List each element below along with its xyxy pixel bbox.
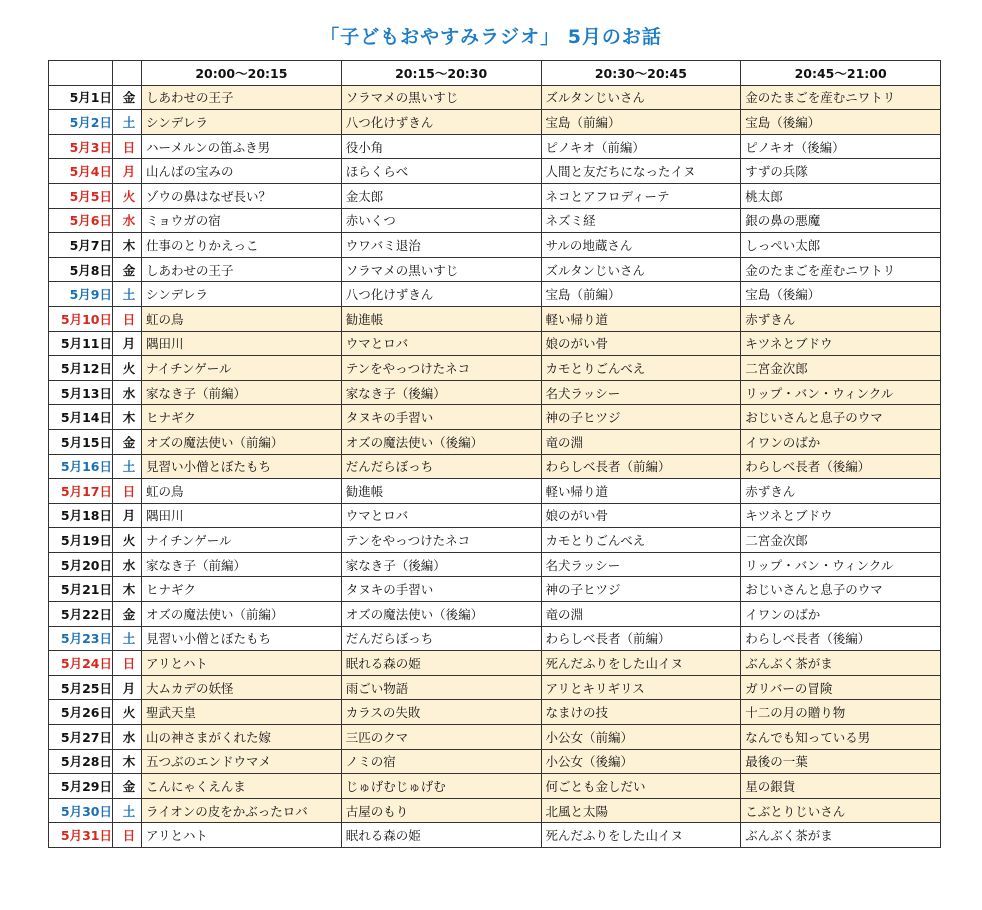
table-row <box>49 405 941 430</box>
program-cell: カモとりごんべえ <box>541 356 741 381</box>
table-row <box>49 725 941 750</box>
program-cell: こぶとりじいさん <box>741 798 941 823</box>
program-cell: しあわせの王子 <box>142 85 342 110</box>
header-row <box>49 61 941 86</box>
program-cell: シンデレラ <box>142 282 342 307</box>
program-cell: わらしべ長者（前編） <box>541 626 741 651</box>
program-cell: おじいさんと息子のウマ <box>741 577 941 602</box>
program-cell: 大ムカデの妖怪 <box>142 675 342 700</box>
weekday-header <box>113 61 142 86</box>
time-slot-header: 20:15〜20:30 <box>341 61 541 86</box>
date-cell: 5月11日 <box>49 331 113 356</box>
program-cell: 神の子ヒツジ <box>541 405 741 430</box>
weekday-cell: 日 <box>113 134 142 159</box>
program-cell: ネコとアフロディーテ <box>541 183 741 208</box>
time-slot-header: 20:00〜20:15 <box>142 61 342 86</box>
program-cell: 星の銀貨 <box>741 774 941 799</box>
date-cell: 5月14日 <box>49 405 113 430</box>
table-row <box>49 774 941 799</box>
program-cell: シンデレラ <box>142 110 342 135</box>
weekday-cell: 木 <box>113 233 142 258</box>
date-cell: 5月19日 <box>49 528 113 553</box>
weekday-cell: 水 <box>113 552 142 577</box>
table-row <box>49 798 941 823</box>
program-cell: アリとハト <box>142 651 342 676</box>
program-cell: ズルタンじいさん <box>541 257 741 282</box>
schedule-table <box>48 60 941 848</box>
program-cell: こんにゃくえんま <box>142 774 342 799</box>
program-cell: 小公女（前編） <box>541 725 741 750</box>
program-cell: しあわせの王子 <box>142 257 342 282</box>
weekday-cell: 水 <box>113 725 142 750</box>
program-cell: ウワバミ退治 <box>341 233 541 258</box>
program-cell: 何ごとも金しだい <box>541 774 741 799</box>
program-cell: オズの魔法使い（前編） <box>142 602 342 627</box>
table-row <box>49 823 941 848</box>
table-row <box>49 282 941 307</box>
program-cell: おじいさんと息子のウマ <box>741 405 941 430</box>
program-cell: 十二の月の贈り物 <box>741 700 941 725</box>
program-cell: 金のたまごを産むニワトリ <box>741 85 941 110</box>
program-cell: ピノキオ（後編） <box>741 134 941 159</box>
date-cell: 5月30日 <box>49 798 113 823</box>
table-row <box>49 356 941 381</box>
program-cell: イワンのばか <box>741 429 941 454</box>
table-row <box>49 528 941 553</box>
program-cell: 赤ずきん <box>741 479 941 504</box>
weekday-cell: 日 <box>113 306 142 331</box>
program-cell: オズの魔法使い（前編） <box>142 429 342 454</box>
weekday-cell: 月 <box>113 159 142 184</box>
date-cell: 5月6日 <box>49 208 113 233</box>
program-cell: タヌキの手習い <box>341 577 541 602</box>
program-cell: ガリバーの冒険 <box>741 675 941 700</box>
program-cell: キツネとブドウ <box>741 331 941 356</box>
program-cell: ネズミ経 <box>541 208 741 233</box>
table-row <box>49 380 941 405</box>
weekday-cell: 金 <box>113 774 142 799</box>
weekday-cell: 金 <box>113 429 142 454</box>
program-cell: 家なき子（前編） <box>142 380 342 405</box>
program-cell: 神の子ヒツジ <box>541 577 741 602</box>
program-cell: 八つ化けずきん <box>341 110 541 135</box>
program-cell: オズの魔法使い（後編） <box>341 602 541 627</box>
program-cell: だんだらぼっち <box>341 626 541 651</box>
table-row <box>49 208 941 233</box>
program-cell: 五つぶのエンドウマメ <box>142 749 342 774</box>
program-cell: 勧進帳 <box>341 479 541 504</box>
program-cell: ピノキオ（前編） <box>541 134 741 159</box>
program-cell: ハーメルンの笛ふき男 <box>142 134 342 159</box>
date-cell: 5月3日 <box>49 134 113 159</box>
date-cell: 5月24日 <box>49 651 113 676</box>
program-cell: ぶんぶく茶がま <box>741 651 941 676</box>
program-cell: ノミの宿 <box>341 749 541 774</box>
table-row <box>49 257 941 282</box>
program-cell: わらしべ長者（前編） <box>541 454 741 479</box>
program-cell: 山んばの宝みの <box>142 159 342 184</box>
date-cell: 5月21日 <box>49 577 113 602</box>
program-cell: じゅげむじゅげむ <box>341 774 541 799</box>
date-cell: 5月12日 <box>49 356 113 381</box>
date-cell: 5月16日 <box>49 454 113 479</box>
table-row <box>49 429 941 454</box>
table-row <box>49 552 941 577</box>
weekday-cell: 土 <box>113 626 142 651</box>
program-cell: 山の神さまがくれた嫁 <box>142 725 342 750</box>
table-row <box>49 749 941 774</box>
program-cell: 北風と太陽 <box>541 798 741 823</box>
date-cell: 5月5日 <box>49 183 113 208</box>
program-cell: 虹の鳥 <box>142 479 342 504</box>
table-row <box>49 479 941 504</box>
program-cell: タヌキの手習い <box>341 405 541 430</box>
program-cell: 二宮金次郎 <box>741 528 941 553</box>
program-cell: ソラマメの黒いすじ <box>341 85 541 110</box>
table-row <box>49 183 941 208</box>
program-cell: 八つ化けずきん <box>341 282 541 307</box>
date-cell: 5月2日 <box>49 110 113 135</box>
program-cell: 仕事のとりかえっこ <box>142 233 342 258</box>
program-cell: ウマとロバ <box>341 331 541 356</box>
program-cell: ライオンの皮をかぶったロバ <box>142 798 342 823</box>
weekday-cell: 日 <box>113 651 142 676</box>
program-cell: リップ・バン・ウィンクル <box>741 552 941 577</box>
program-cell: ぶんぶく茶がま <box>741 823 941 848</box>
program-cell: わらしべ長者（後編） <box>741 454 941 479</box>
date-cell: 5月28日 <box>49 749 113 774</box>
program-cell: 人間と友だちになったイヌ <box>541 159 741 184</box>
program-cell: 見習い小僧とぼたもち <box>142 626 342 651</box>
program-cell: 宝島（前編） <box>541 282 741 307</box>
program-cell: 竜の淵 <box>541 602 741 627</box>
weekday-cell: 日 <box>113 823 142 848</box>
table-row <box>49 110 941 135</box>
date-cell: 5月9日 <box>49 282 113 307</box>
program-cell: 死んだふりをした山イヌ <box>541 651 741 676</box>
program-cell: 赤ずきん <box>741 306 941 331</box>
program-cell: 家なき子（前編） <box>142 552 342 577</box>
date-cell: 5月4日 <box>49 159 113 184</box>
program-cell: カモとりごんべえ <box>541 528 741 553</box>
program-cell: 家なき子（後編） <box>341 552 541 577</box>
program-cell: 宝島（後編） <box>741 110 941 135</box>
program-cell: オズの魔法使い（後編） <box>341 429 541 454</box>
program-cell: 役小角 <box>341 134 541 159</box>
table-row <box>49 159 941 184</box>
time-slot-header: 20:30〜20:45 <box>541 61 741 86</box>
date-cell: 5月23日 <box>49 626 113 651</box>
weekday-cell: 水 <box>113 380 142 405</box>
program-cell: だんだらぼっち <box>341 454 541 479</box>
weekday-cell: 金 <box>113 257 142 282</box>
program-cell: アリとキリギリス <box>541 675 741 700</box>
program-cell: テンをやっつけたネコ <box>341 356 541 381</box>
program-cell: 金太郎 <box>341 183 541 208</box>
date-cell: 5月15日 <box>49 429 113 454</box>
program-cell: ほらくらべ <box>341 159 541 184</box>
weekday-cell: 金 <box>113 602 142 627</box>
program-cell: カラスの失敗 <box>341 700 541 725</box>
date-cell: 5月26日 <box>49 700 113 725</box>
program-cell: 宝島（前編） <box>541 110 741 135</box>
weekday-cell: 月 <box>113 331 142 356</box>
program-cell: 死んだふりをした山イヌ <box>541 823 741 848</box>
program-cell: 眠れる森の姫 <box>341 651 541 676</box>
date-cell: 5月25日 <box>49 675 113 700</box>
weekday-cell: 水 <box>113 208 142 233</box>
table-row <box>49 306 941 331</box>
table-row <box>49 602 941 627</box>
program-cell: 娘のがい骨 <box>541 503 741 528</box>
program-cell: 家なき子（後編） <box>341 380 541 405</box>
date-cell: 5月18日 <box>49 503 113 528</box>
program-cell: 桃太郎 <box>741 183 941 208</box>
table-row <box>49 626 941 651</box>
program-cell: 勧進帳 <box>341 306 541 331</box>
program-cell: 小公女（後編） <box>541 749 741 774</box>
program-cell: 銀の鼻の悪魔 <box>741 208 941 233</box>
date-header <box>49 61 113 86</box>
program-cell: ナイチンゲール <box>142 356 342 381</box>
weekday-cell: 土 <box>113 110 142 135</box>
page-title: 「子どもおやすみラジオ」 5月のお話 <box>320 26 662 48</box>
program-cell: 三匹のクマ <box>341 725 541 750</box>
weekday-cell: 土 <box>113 798 142 823</box>
weekday-cell: 木 <box>113 405 142 430</box>
program-cell: なんでも知っている男 <box>741 725 941 750</box>
program-cell: サルの地蔵さん <box>541 233 741 258</box>
program-cell: 軽い帰り道 <box>541 306 741 331</box>
program-cell: ゾウの鼻はなぜ長い？ <box>142 183 342 208</box>
weekday-cell: 木 <box>113 577 142 602</box>
weekday-cell: 火 <box>113 356 142 381</box>
table-row <box>49 85 941 110</box>
date-cell: 5月10日 <box>49 306 113 331</box>
table-row <box>49 134 941 159</box>
table-row <box>49 503 941 528</box>
date-cell: 5月1日 <box>49 85 113 110</box>
date-cell: 5月20日 <box>49 552 113 577</box>
date-cell: 5月29日 <box>49 774 113 799</box>
date-cell: 5月27日 <box>49 725 113 750</box>
date-cell: 5月8日 <box>49 257 113 282</box>
program-cell: 雨ごい物語 <box>341 675 541 700</box>
program-cell: ウマとロバ <box>341 503 541 528</box>
program-cell: なまけの技 <box>541 700 741 725</box>
table-row <box>49 651 941 676</box>
weekday-cell: 土 <box>113 282 142 307</box>
weekday-cell: 木 <box>113 749 142 774</box>
program-cell: 赤いくつ <box>341 208 541 233</box>
table-row <box>49 233 941 258</box>
program-cell: 見習い小僧とぼたもち <box>142 454 342 479</box>
program-cell: ソラマメの黒いすじ <box>341 257 541 282</box>
program-cell: 最後の一葉 <box>741 749 941 774</box>
weekday-cell: 日 <box>113 479 142 504</box>
table-row <box>49 700 941 725</box>
program-cell: ヒナギク <box>142 577 342 602</box>
table-row <box>49 675 941 700</box>
date-cell: 5月22日 <box>49 602 113 627</box>
program-cell: 竜の淵 <box>541 429 741 454</box>
program-cell: しっぺい太郎 <box>741 233 941 258</box>
program-cell: ズルタンじいさん <box>541 85 741 110</box>
program-cell: 名犬ラッシー <box>541 552 741 577</box>
weekday-cell: 金 <box>113 85 142 110</box>
weekday-cell: 火 <box>113 700 142 725</box>
program-cell: イワンのばか <box>741 602 941 627</box>
date-cell: 5月17日 <box>49 479 113 504</box>
program-cell: 金のたまごを産むニワトリ <box>741 257 941 282</box>
date-cell: 5月31日 <box>49 823 113 848</box>
program-cell: リップ・バン・ウィンクル <box>741 380 941 405</box>
table-row <box>49 331 941 356</box>
date-cell: 5月13日 <box>49 380 113 405</box>
program-cell: 虹の鳥 <box>142 306 342 331</box>
weekday-cell: 月 <box>113 675 142 700</box>
program-cell: ヒナギク <box>142 405 342 430</box>
program-cell: ミョウガの宿 <box>142 208 342 233</box>
date-cell: 5月7日 <box>49 233 113 258</box>
program-cell: 軽い帰り道 <box>541 479 741 504</box>
program-cell: 名犬ラッシー <box>541 380 741 405</box>
weekday-cell: 土 <box>113 454 142 479</box>
program-cell: キツネとブドウ <box>741 503 941 528</box>
program-cell: 隅田川 <box>142 503 342 528</box>
program-cell: すずの兵隊 <box>741 159 941 184</box>
program-cell: 眠れる森の姫 <box>341 823 541 848</box>
program-cell: 宝島（後編） <box>741 282 941 307</box>
time-slot-header: 20:45〜21:00 <box>741 61 941 86</box>
program-cell: わらしべ長者（後編） <box>741 626 941 651</box>
program-cell: 聖武天皇 <box>142 700 342 725</box>
program-cell: 娘のがい骨 <box>541 331 741 356</box>
program-cell: 二宮金次郎 <box>741 356 941 381</box>
weekday-cell: 火 <box>113 183 142 208</box>
table-row <box>49 454 941 479</box>
program-cell: 隅田川 <box>142 331 342 356</box>
weekday-cell: 火 <box>113 528 142 553</box>
weekday-cell: 月 <box>113 503 142 528</box>
program-cell: アリとハト <box>142 823 342 848</box>
program-cell: 古屋のもり <box>341 798 541 823</box>
program-cell: テンをやっつけたネコ <box>341 528 541 553</box>
table-row <box>49 577 941 602</box>
program-cell: ナイチンゲール <box>142 528 342 553</box>
